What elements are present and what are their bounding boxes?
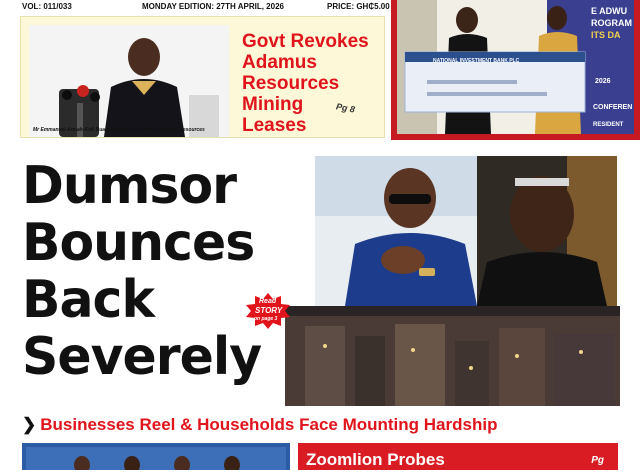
main-headline-line: Bounces xyxy=(22,213,255,273)
president-photo xyxy=(477,156,617,306)
subheadline-text: Businesses Reel & Households Face Mounting Hardship xyxy=(40,415,498,434)
lead-headline-line: Adamus xyxy=(242,52,317,73)
volume-label: VOL: 011/033 xyxy=(22,2,72,11)
bottom-left-illustration xyxy=(22,443,290,470)
promo-bg-text: ITS DA xyxy=(591,30,621,40)
minister-photo-illustration xyxy=(29,25,229,137)
badge-read: Read xyxy=(259,298,277,305)
read-story-badge[interactable] xyxy=(244,293,292,329)
main-headline[interactable] xyxy=(22,158,269,386)
bottom-right-story[interactable] xyxy=(298,443,618,470)
energy-minister-illustration xyxy=(315,156,477,306)
promo-bg-text: 2026 xyxy=(595,78,611,85)
masthead-strip xyxy=(0,0,390,13)
main-subheadline[interactable] xyxy=(22,415,497,435)
main-headline-line: Severely xyxy=(22,327,262,387)
lead-page-ref[interactable]: Pg 8 xyxy=(335,101,356,115)
energy-minister-photo xyxy=(315,156,477,306)
promo-panel[interactable] xyxy=(391,0,640,140)
promo-bg-text: E ADWU xyxy=(591,6,628,16)
edition-label: MONDAY EDITION: 27TH APRIL, 2026 xyxy=(142,2,284,11)
badge-page: on page 3 xyxy=(254,316,278,322)
lead-photo-caption: Mr Emmanuel Armah-Kofi Buah, Minister for Lands & Natural Resources xyxy=(33,127,205,133)
main-headline-line: Back xyxy=(22,270,155,330)
lead-headline[interactable] xyxy=(242,31,382,136)
chevron-right-icon: ❯ xyxy=(22,415,37,434)
lead-headline-line: Mining xyxy=(242,94,304,115)
lead-headline-line: Govt Revokes xyxy=(242,31,369,52)
main-headline-line: Dumsor xyxy=(22,156,237,216)
promo-bg-text: CONFEREN xyxy=(593,104,633,111)
bottom-right-page-ref[interactable]: Pg xyxy=(591,455,604,466)
promo-photo xyxy=(397,0,634,134)
price-label: PRICE: GH₵5.00 xyxy=(327,2,390,11)
dark-city-photo xyxy=(285,306,620,406)
badge-story: STORY xyxy=(255,306,283,315)
lead-headline-line: Resources xyxy=(242,73,340,94)
bottom-right-headline: Zoomlion Probes xyxy=(306,450,445,469)
promo-bg-text: ROGRAM xyxy=(591,18,632,28)
president-illustration xyxy=(477,156,617,306)
bottom-left-photo[interactable] xyxy=(22,443,290,470)
lead-headline-line: Leases xyxy=(242,115,307,136)
cheque-bank-label: NATIONAL INVESTMENT BANK PLC xyxy=(433,58,520,64)
promo-bg-text: RESIDENT xyxy=(593,122,624,128)
dark-city-illustration xyxy=(285,306,620,406)
lead-story-box[interactable] xyxy=(20,16,385,138)
minister-photo xyxy=(29,25,229,137)
